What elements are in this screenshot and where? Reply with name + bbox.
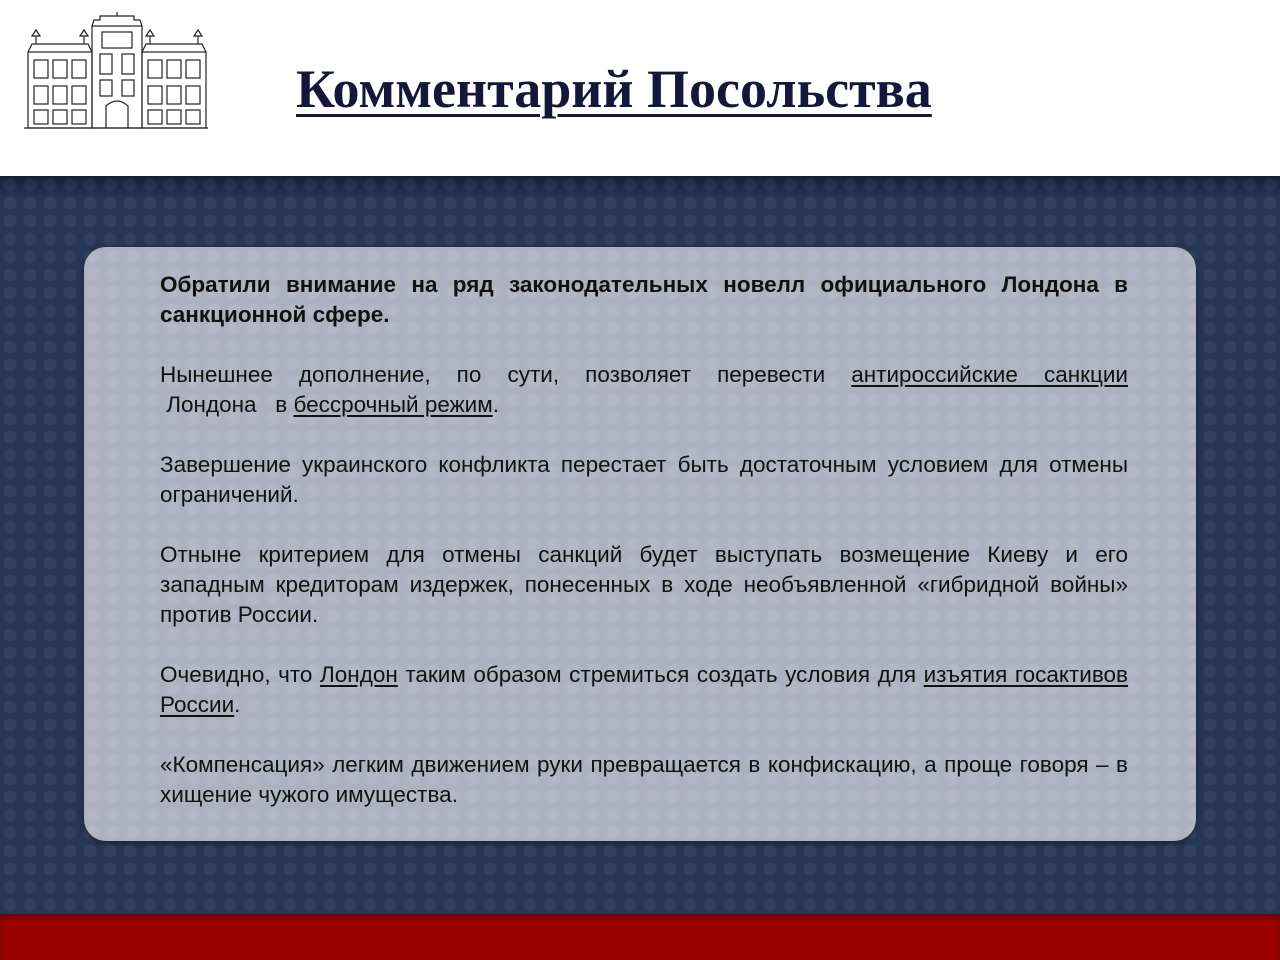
text-fragment: таким образом стремиться создать условия для (397, 662, 924, 687)
page-title: Комментарий Посольства (296, 59, 932, 119)
paragraph-compensation: «Компенсация» легким движением руки превращается в конфискацию, а проще говоря – в хищение чужого имущества. (160, 752, 1128, 807)
text-fragment: . (234, 692, 241, 717)
text-fragment: . (492, 392, 499, 417)
comment-text (160, 270, 1128, 810)
header (0, 0, 1280, 178)
paragraph-sanctions (160, 360, 1128, 420)
text-fragment: Очевидно, что (160, 662, 321, 687)
embassy-building-icon (22, 12, 210, 132)
link-london[interactable]: Лондон (320, 662, 398, 687)
paragraph-criteria: Отныне критерием для отмены санкций будет выступать возмещение Киеву и его западным кредиторам издержек, понесенных в ходе необъявленной «гибридной войны» против России. (160, 542, 1128, 627)
link-indefinite-regime[interactable]: бессрочный режим (293, 392, 493, 417)
paragraph-assets (160, 660, 1128, 720)
text-fragment: Нынешнее дополнение, по сути, позволяет перевести (160, 362, 852, 387)
footer-bar (0, 914, 1280, 960)
paragraph-conflict: Завершение украинского конфликта перестает быть достаточным условием для отмены ограничений. (160, 452, 1128, 507)
link-seizure-state-assets[interactable]: изъятия госактивов России (160, 662, 1129, 717)
text-fragment: Лондона в (160, 392, 294, 417)
link-anti-russian-sanctions[interactable]: антироссийские санкции (851, 362, 1128, 387)
paragraph-intro: Обратили внимание на ряд законодательных новелл официального Лондона в санкционной сфере. (160, 272, 1128, 327)
